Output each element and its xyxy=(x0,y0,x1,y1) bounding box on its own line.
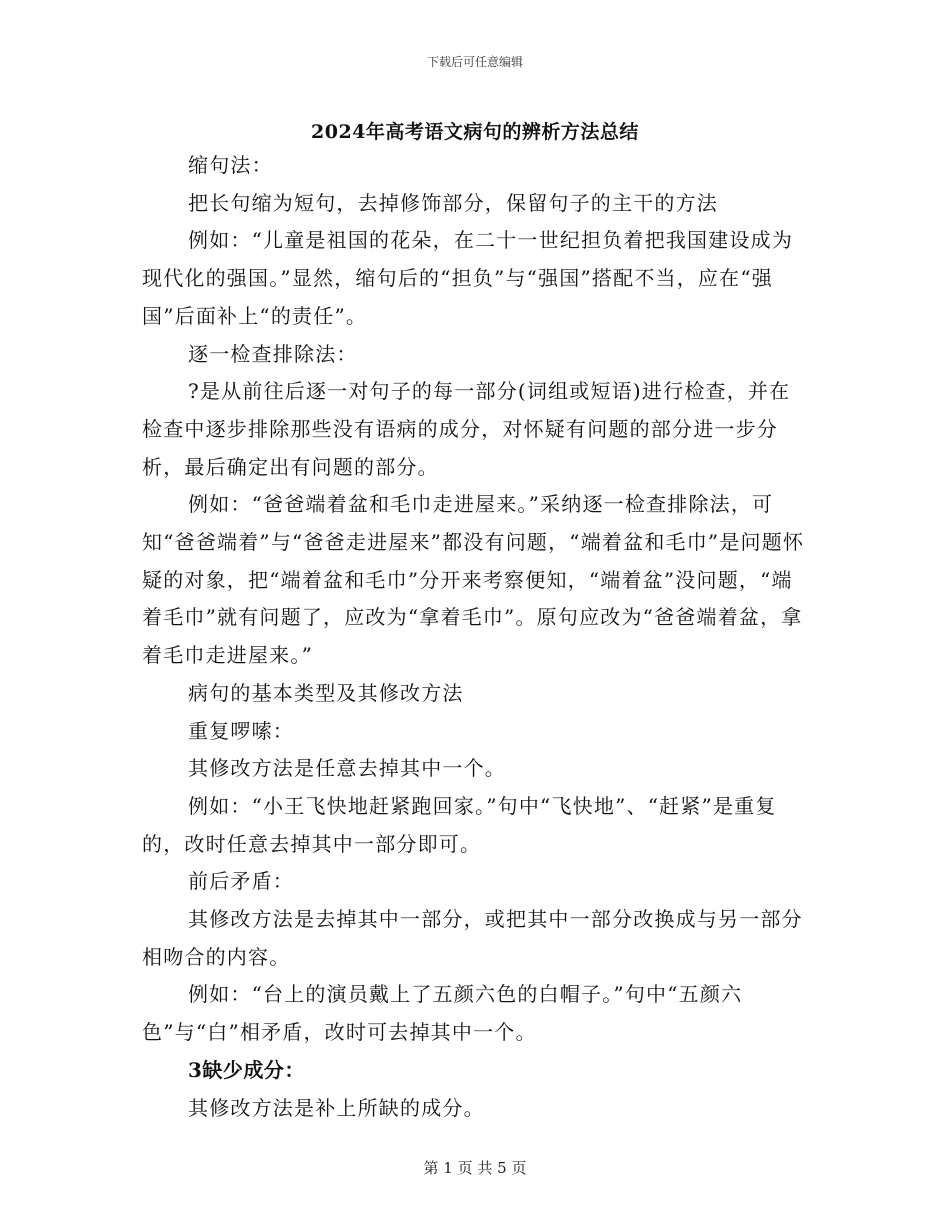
paragraph: 其修改方法是任意去掉其中一个。 xyxy=(188,756,506,781)
page-header: 下载后可任意编辑 xyxy=(426,55,523,69)
paragraph-heading: 重复啰嗦： xyxy=(188,718,294,743)
document-body xyxy=(142,147,810,1127)
paragraph-heading-bold: 3缺少成分： xyxy=(188,1057,305,1082)
paragraph-heading: 缩句法： xyxy=(188,153,273,177)
paragraph-example: 例如：“台上的演员戴上了五颜六色的白帽子。”句中“五颜六色”与“白”相矛盾，改时可去掉其中一个。 xyxy=(142,982,743,1045)
paragraph: ?是从前往后逐一对句子的每一部分(词组或短语)进行检查，并在检查中逐步排除那些没有语病的成分，对怀疑有问题的部分进一步分析，最后确定出有问题的部分。 xyxy=(142,379,791,479)
paragraph-example: 例如：“爸爸端着盆和毛巾走进屋来。”采纳逐一检查排除法，可知“爸爸端着”与“爸爸走进屋来”都没有问题，“端着盆和毛巾”是问题怀疑的对象，把“端着盆和毛巾”分开来考察便知，“端着盆”没问题，“端着毛巾”就有问题了，应改为“拿着毛巾”。原句应改为“爸爸端着盆，拿着毛巾走进屋来。” xyxy=(142,492,805,668)
page-footer: 第 1 页 共 5 页 xyxy=(423,1159,527,1177)
paragraph-heading: 逐一检查排除法： xyxy=(188,341,358,366)
paragraph: 其修改方法是去掉其中一部分，或把其中一部分改换成与另一部分相吻合的内容。 xyxy=(142,907,803,969)
paragraph-example: 例如：“儿童是祖国的花朵，在二十一世纪担负着把我国建设成为现代化的强国。”显然，缩句后的“担负”与“强国”搭配不当，应在“强国”后面补上“的责任”。 xyxy=(142,228,794,328)
section-heading: 病句的基本类型及其修改方法 xyxy=(188,680,464,705)
paragraph: 其修改方法是补上所缺的成分。 xyxy=(188,1095,485,1120)
document-title: 2024年高考语文病句的辨析方法总结 xyxy=(311,121,639,143)
paragraph-heading: 前后矛盾： xyxy=(188,869,294,894)
paragraph: 把长句缩为短句，去掉修饰部分，保留句子的主干的方法 xyxy=(188,190,718,215)
paragraph-example: 例如：“小王飞快地赶紧跑回家。”句中“飞快地”、“赶紧”是重复的，改时任意去掉其中一部分即可。 xyxy=(142,793,777,856)
